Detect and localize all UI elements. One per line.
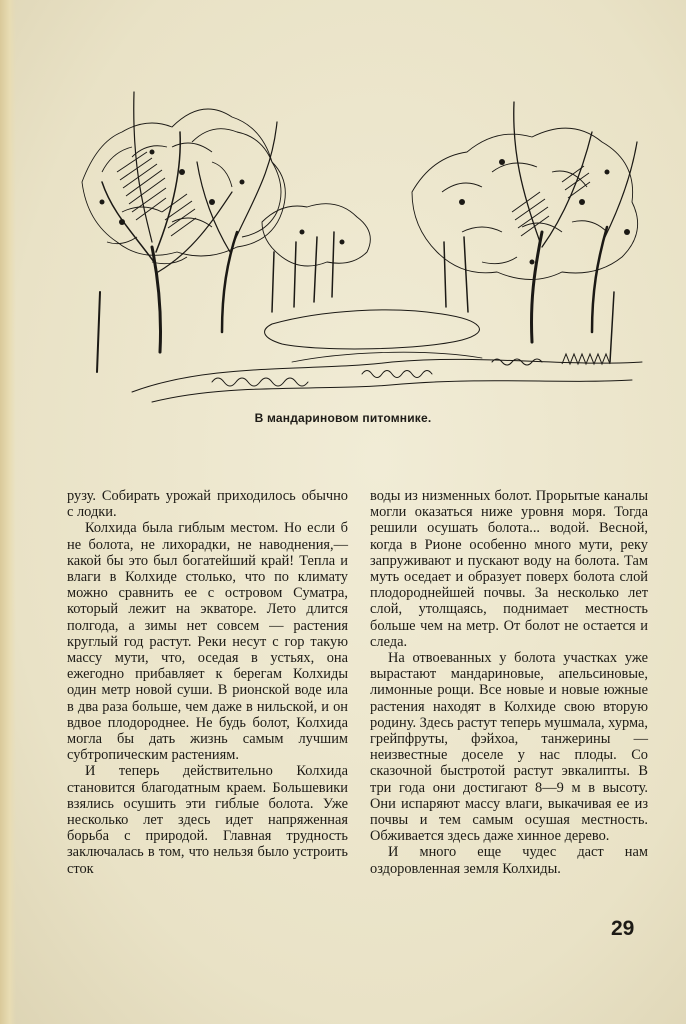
text-column-left <box>67 488 348 877</box>
illustration-caption: В мандариновом питомнике. <box>254 411 432 425</box>
paragraph: На отвоеванных у болота участках уже вырастают мандариновые, апельсиновые, лимонные рощи. Все новые и новые южные растения находят в Колхиде свою вторую родину. Здесь растут теперь мушмала, хурма, грейпфруты, фэйхоа, танжерины — неизвестные доселе у нас плоды. Со сказочной быстротой растут эвкалипты. В три года они достигают 8—9 м в высоту. Они испаряют массу влаги, выкачивая ее из почвы и тем самым осушая местность. Обживается здесь даже хинное дерево. <box>370 650 648 845</box>
page-gutter <box>0 0 16 1024</box>
paragraph: И много еще чудес даст нам оздоровленная земля Колхиды. <box>370 844 648 877</box>
mandarin-nursery-illustration <box>62 62 652 412</box>
page-number: 29 <box>611 917 635 940</box>
paragraph: воды из низменных болот. Прорытые каналы могли оказаться ниже уровня моря. Тогда решили осушать болота... водой. Весной, когда в Рионе особенно много мути, реку запруживают и пускают воду на болота. Там муть оседает и образует поверх болота слой плодороднейшей почвы. За несколько лет слой, утолщаясь, поднимает местность больше чем на метр. От болот не остается и следа. <box>370 488 648 650</box>
text-column-right <box>370 488 648 877</box>
paragraph: Колхида была гиблым местом. Но если б не болота, не лихорадки, не наводнения,—какой бы это был богатейший край! Тепла и влаги в Колхиде столько, что по климату можно сравнить ее с островом Суматра, который лежит на экваторе. Лето длится полгода, а зимы нет совсем — растения круглый год растут. Реки несут с гор такую массу мути, что, оседая в устьях, она ежегодно прибавляет к берегам Колхиды один метр новой суши. В рионской воде ила в два раза больше, чем даже в нильской, и он вдвое плодороднее. Не будь болот, Колхида могла бы дать жизнь самым лучшим субтропическим растениям. <box>67 520 348 764</box>
paragraph: рузу. Собирать урожай приходилось обычно с лодки. <box>67 488 348 521</box>
paragraph: И теперь действительно Колхида становится благодатным краем. Большевики взялись осушить эти гиблые болота. Уже несколько лет здесь идет напряженная борьба с природой. Главная трудность заключалась в том, что нельзя было устроить сток <box>67 763 348 877</box>
